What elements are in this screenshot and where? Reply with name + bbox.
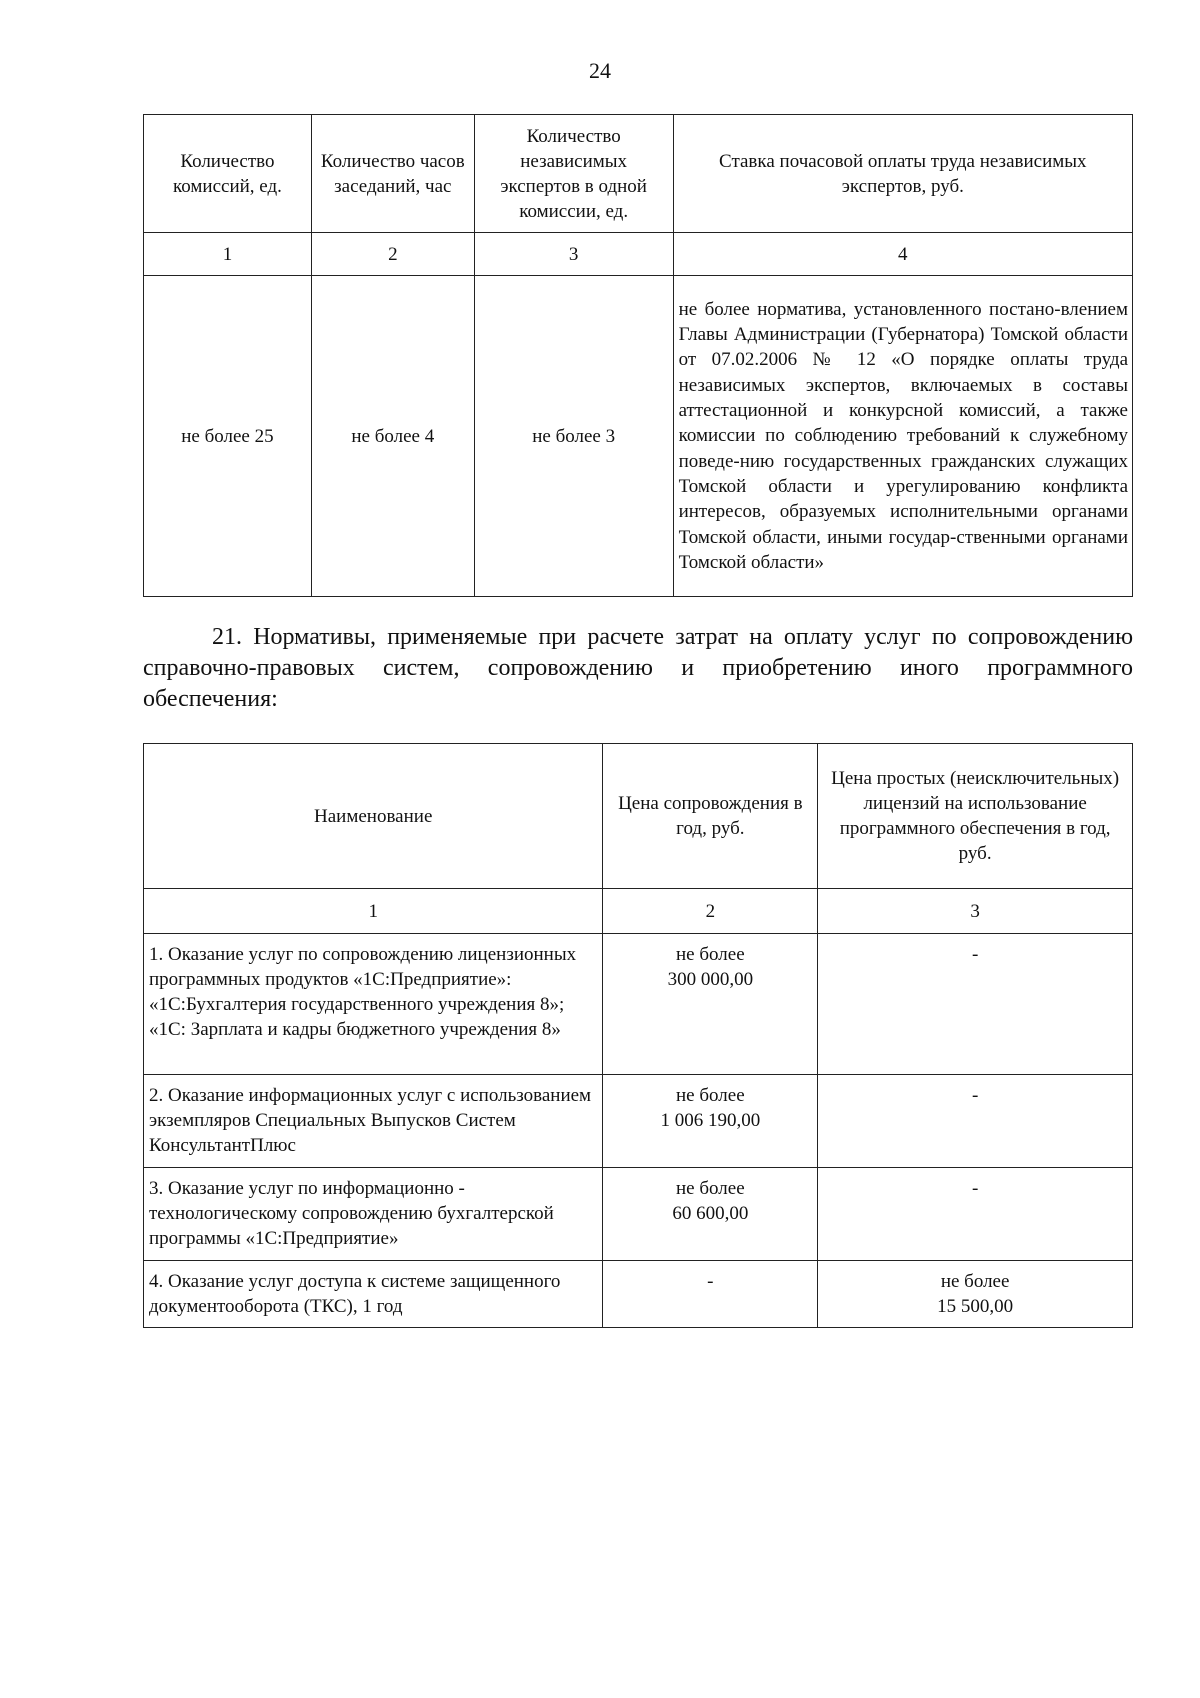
column-number: 1: [144, 889, 603, 934]
support-price-label: не более: [676, 944, 745, 965]
license-price: -: [818, 934, 1133, 1075]
license-price-label: не более: [940, 1271, 1010, 1292]
support-price: [603, 1168, 818, 1261]
header-cell: Цена простых (неисключительных) лицензий на использование программного обеспечения в год, руб.: [818, 744, 1133, 889]
service-name: 3. Оказание услуг по информационно - технологическому сопровождению бухгалтерской программы «1С:Предприятие»: [144, 1168, 603, 1261]
header-cell: Цена сопровождения в год, руб.: [603, 744, 818, 889]
header-cell: Количество комиссий, ед.: [144, 115, 312, 233]
meeting-hours: не более 4: [311, 276, 474, 597]
service-name: 4. Оказание услуг доступа к системе защищенного документооборота (ТКС), 1 год: [144, 1261, 603, 1328]
column-number: 4: [673, 233, 1132, 276]
support-price-value: 300 000,00: [667, 969, 754, 990]
table-header-row: [144, 744, 1133, 889]
support-price: [603, 1075, 818, 1168]
column-number: 3: [818, 889, 1133, 934]
header-cell: Количество часов заседаний, час: [311, 115, 474, 233]
column-number: 1: [144, 233, 312, 276]
experts-count: не более 3: [474, 276, 673, 597]
support-price-value: 60 600,00: [672, 1203, 749, 1224]
paragraph-text: 21. Нормативы, применяемые при расчете затрат на оплату услуг по сопровождению справочно-правовых систем, сопровождению и приобретению иного программного обеспечения:: [143, 624, 1133, 712]
column-number: 2: [603, 889, 818, 934]
license-price-value: 15 500,00: [937, 1296, 1014, 1317]
support-price: -: [603, 1261, 818, 1328]
table-row: [144, 1261, 1133, 1328]
table-row: [144, 276, 1133, 597]
table-row: [144, 934, 1133, 1075]
commissions-count: не более 25: [144, 276, 312, 597]
column-number: 3: [474, 233, 673, 276]
table-header-row: [144, 115, 1133, 233]
column-number-row: [144, 233, 1133, 276]
page-number: 24: [589, 58, 611, 83]
table-row: [144, 1075, 1133, 1168]
license-price: -: [818, 1075, 1133, 1168]
license-price: [818, 1261, 1133, 1328]
section-21-paragraph: [143, 622, 1133, 715]
license-price: -: [818, 1168, 1133, 1261]
service-name: 2. Оказание информационных услуг с использованием экземпляров Специальных Выпусков Систем КонсультантПлюс: [144, 1075, 603, 1168]
header-cell: Количество независимых экспертов в одной комиссии, ед.: [474, 115, 673, 233]
service-name: 1. Оказание услуг по сопровождению лицензионных программных продуктов «1С:Предприятие»: «1С:Бухгалтерия государственного учреждения 8»; «1С: Зарплата и кадры бюджетного учреждения 8»: [144, 934, 603, 1075]
support-price: [603, 934, 818, 1075]
support-price-value: 1 006 190,00: [660, 1110, 761, 1131]
header-cell: Наименование: [144, 744, 603, 889]
header-cell: Ставка почасовой оплаты труда независимых экспертов, руб.: [673, 115, 1132, 233]
hourly-rate-text: не более норматива, установленного постано-влением Главы Администрации (Губернатора) Томской области от 07.02.2006 № 12 «О порядке оплаты труда независимых экспертов, включаемых в составы аттестационной и конкурсной комиссий, а также комиссии по соблюдению требований к служебному поведе-нию государственных гражданских служащих Томской области и урегулированию конфликта интересов, образуемых исполнительными органами Томской области, иными государ-ственными органами Томской области»: [673, 276, 1132, 597]
expert-rates-table: [143, 114, 1133, 597]
column-number: 2: [311, 233, 474, 276]
software-costs-table: [143, 743, 1133, 1328]
support-price-label: не более: [676, 1085, 745, 1106]
column-number-row: [144, 889, 1133, 934]
support-price-label: не более: [676, 1178, 745, 1199]
table-row: [144, 1168, 1133, 1261]
